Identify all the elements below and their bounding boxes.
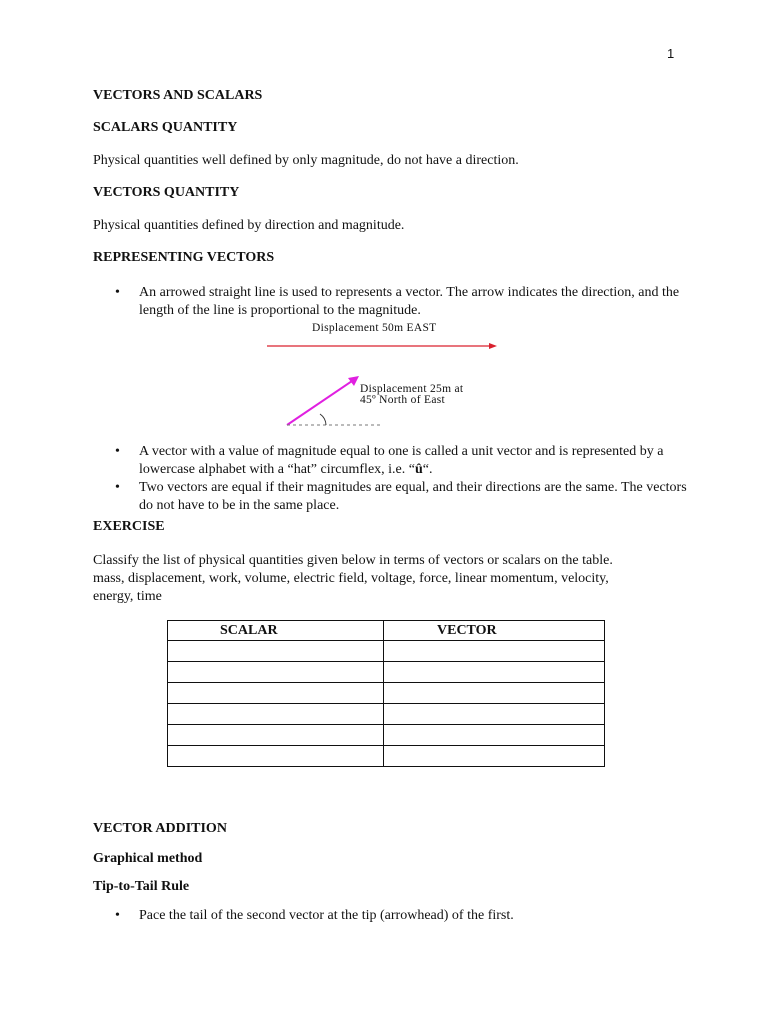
list-item: • Two vectors are equal if their magnitudes are equal, and their directions are the same. The vectors do not have to be in the same place. [93, 479, 693, 515]
vector-cell[interactable] [384, 683, 605, 704]
representing-heading: REPRESENTING VECTORS [93, 250, 275, 265]
scalar-cell[interactable] [168, 746, 384, 767]
east-arrowhead [489, 343, 497, 349]
exercise-heading: EXERCISE [93, 519, 165, 534]
unit-vector-text: A vector with a value of magnitude equal to one is called a unit vector and is represented by a lowercase alphabet with a “hat” circumflex, i.e. “ [139, 444, 664, 477]
exercise-quantity-list-end: energy, time [93, 589, 162, 604]
angle-arc [320, 414, 326, 425]
addition-list [93, 907, 693, 925]
table-row [168, 662, 605, 683]
table-row [168, 725, 605, 746]
vector-column-header: VECTOR [384, 621, 605, 641]
representing-list-2 [93, 443, 693, 515]
vector-addition-heading: VECTOR ADDITION [93, 821, 227, 836]
vector-cell[interactable] [384, 641, 605, 662]
tip-to-tail-heading: Tip-to-Tail Rule [93, 879, 190, 894]
table-row [168, 704, 605, 725]
vector-cell[interactable] [384, 746, 605, 767]
classification-table [167, 620, 605, 767]
vectors-heading: VECTORS QUANTITY [93, 185, 240, 200]
northeast-arrowhead [348, 376, 359, 386]
scalar-cell[interactable] [168, 704, 384, 725]
graphical-method-heading: Graphical method [93, 851, 203, 866]
table-row [168, 683, 605, 704]
page-title: VECTORS AND SCALARS [93, 88, 263, 103]
scalar-cell[interactable] [168, 725, 384, 746]
unit-vector-text-end: “. [422, 462, 433, 477]
scalar-cell[interactable] [168, 683, 384, 704]
unit-vector-symbol: û [414, 462, 423, 477]
scalar-cell[interactable] [168, 641, 384, 662]
list-item [93, 443, 693, 479]
list-item: • Pace the tail of the second vector at the tip (arrowhead) of the first. [93, 907, 693, 925]
exercise-instruction: Classify the list of physical quantities given below in terms of vectors or scalars on the table. [93, 553, 613, 568]
northeast-arrow-label-line1: Displacement 25m at [360, 383, 464, 395]
table-header-row [168, 621, 605, 641]
vector-cell[interactable] [384, 704, 605, 725]
scalar-column-header: SCALAR [168, 621, 384, 641]
northeast-vector-arrow [287, 379, 355, 425]
table-row [168, 641, 605, 662]
exercise-quantity-list: mass, displacement, work, volume, electric field, voltage, force, linear momentum, velocity, [93, 571, 609, 586]
scalars-definition: Physical quantities well defined by only magnitude, do not have a direction. [93, 153, 519, 168]
east-arrow-label: Displacement 50m EAST [312, 322, 437, 334]
vectors-definition: Physical quantities defined by direction and magnitude. [93, 218, 405, 233]
scalars-heading: SCALARS QUANTITY [93, 120, 238, 135]
list-item: • An arrowed straight line is used to represents a vector. The arrow indicates the direction, and the length of the line is proportional to the magnitude. [93, 284, 693, 320]
page-number: 1 [667, 46, 675, 61]
northeast-arrow-label-line2: 45º North of East [360, 394, 445, 406]
vector-cell[interactable] [384, 725, 605, 746]
representing-list-1 [93, 284, 693, 320]
table-row [168, 746, 605, 767]
vector-cell[interactable] [384, 662, 605, 683]
scalar-cell[interactable] [168, 662, 384, 683]
